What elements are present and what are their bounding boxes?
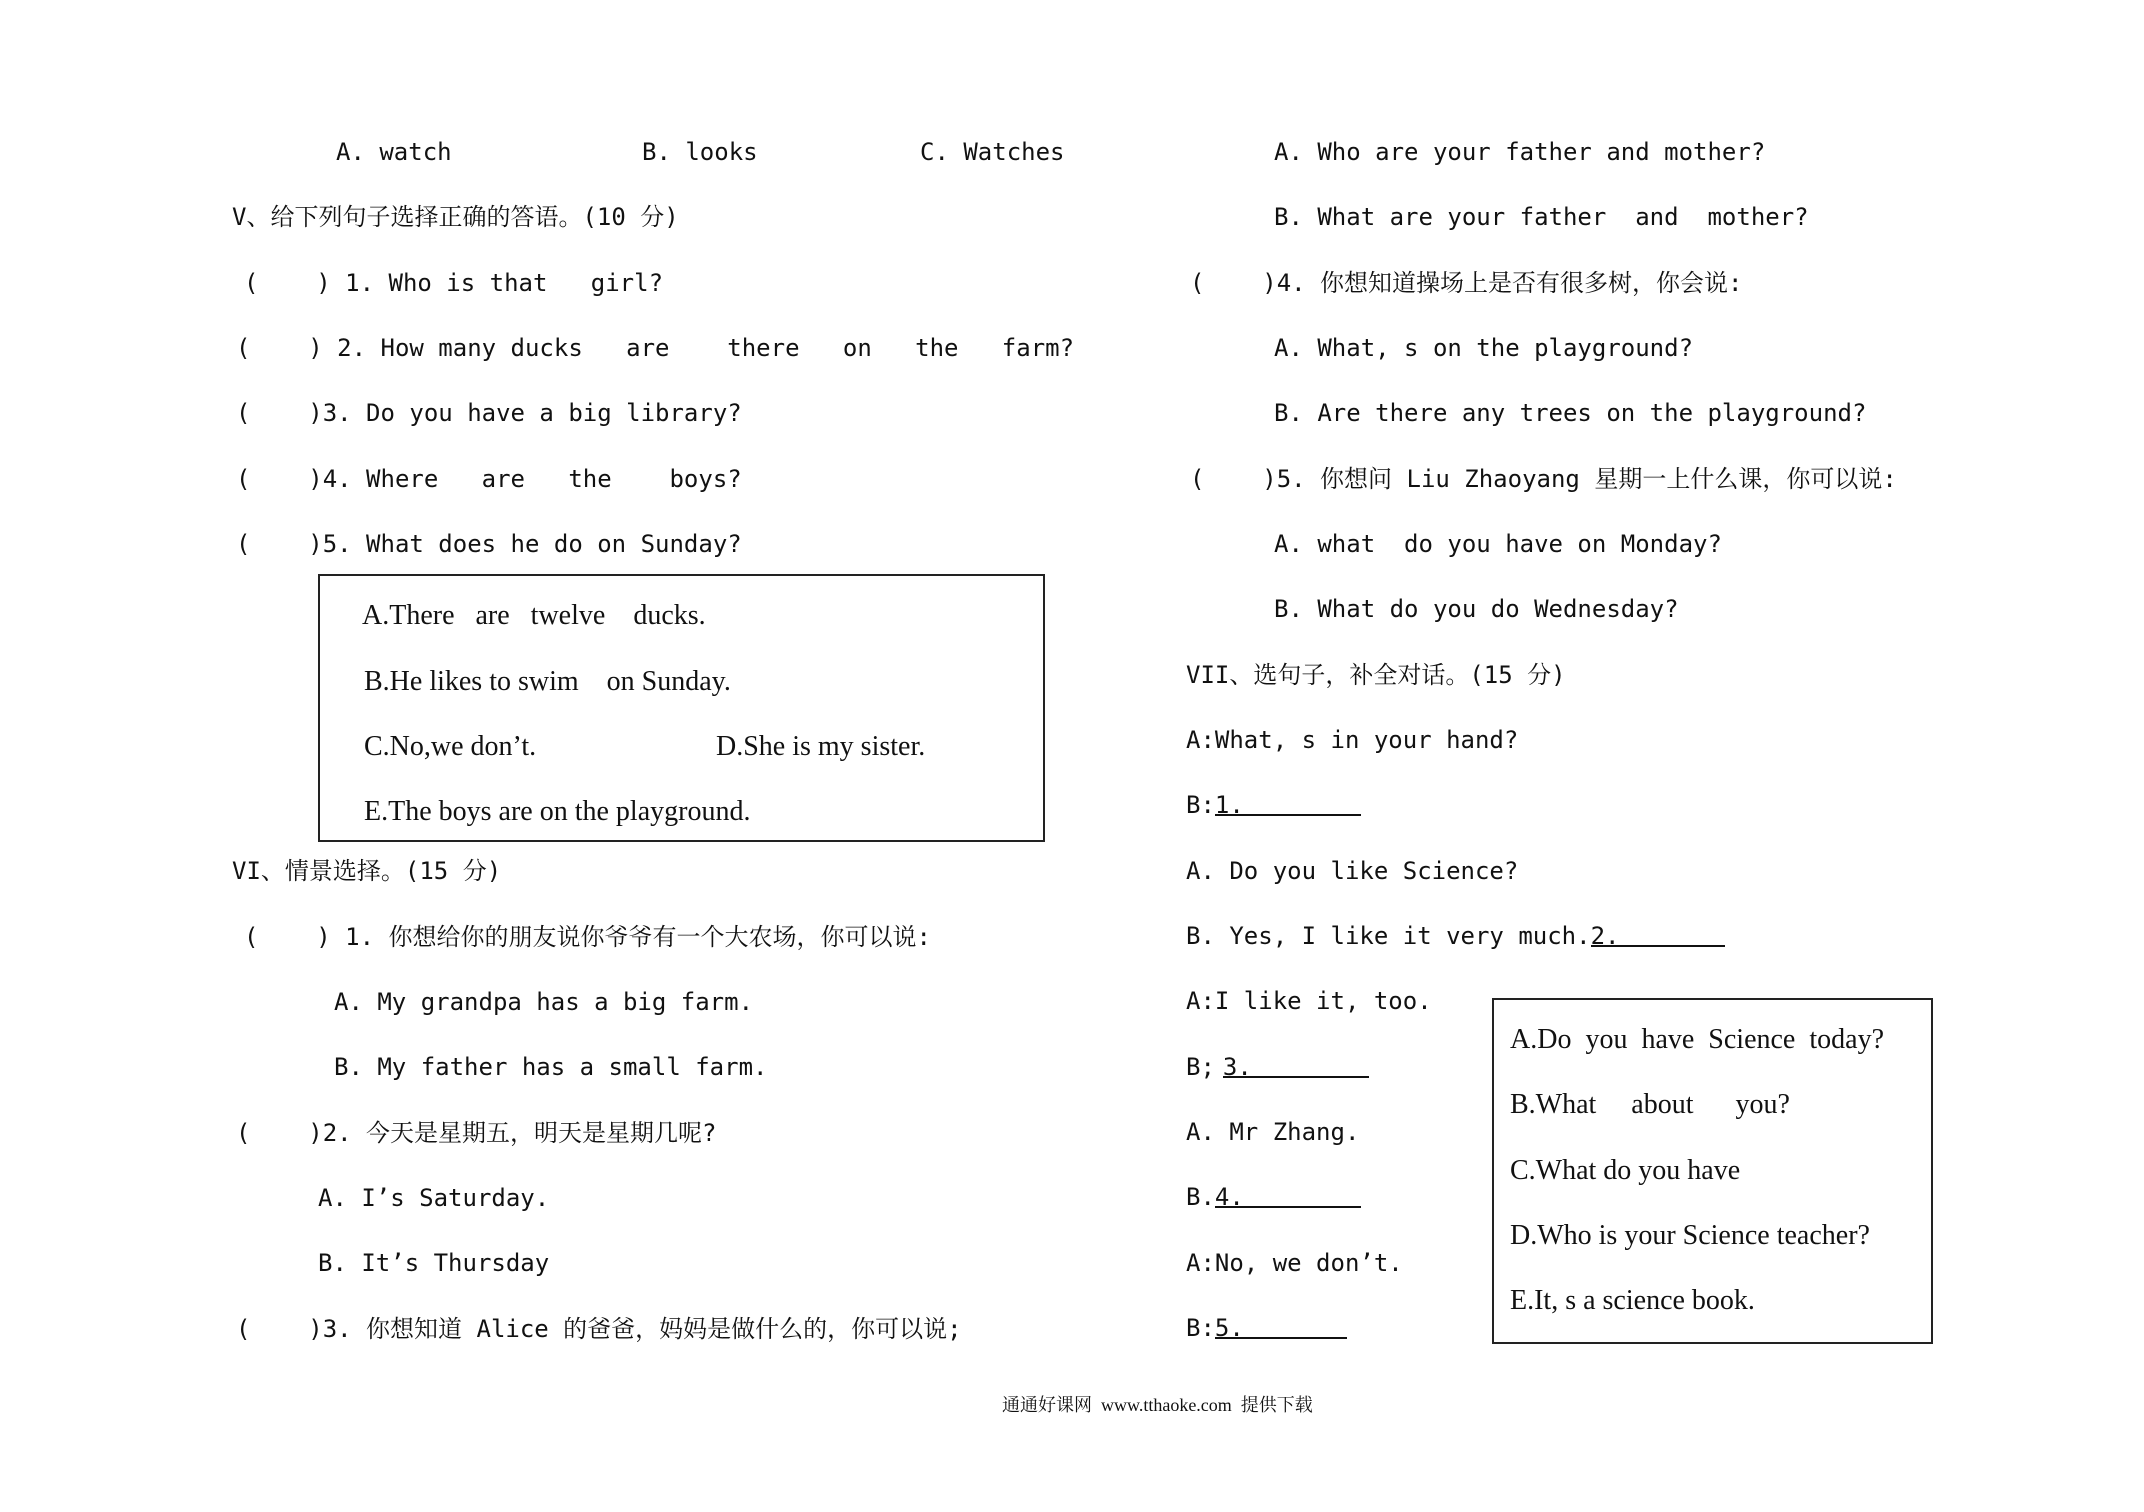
- s6-q3-option-b: B. What are your father and mother?: [1274, 203, 1809, 231]
- dialog-line-2: [1186, 790, 1361, 820]
- answer-blank-5[interactable]: 5.: [1215, 1313, 1347, 1339]
- dialog-line-7: A. Mr Zhang.: [1186, 1118, 1360, 1146]
- s6-question-3: ( )3. 你想知道 Alice 的爸爸，妈妈是做什么的，你可以说;: [236, 1315, 962, 1343]
- s5-question-3: ( )3. Do you have a big library?: [236, 399, 742, 427]
- dialog-line-10: [1186, 1313, 1347, 1343]
- dialog-speaker: B.: [1186, 1183, 1215, 1211]
- s7-answer-a: A.Do you have Science today?: [1510, 1024, 1884, 1055]
- s5-question-1: ( ) 1. Who is that girl?: [244, 269, 664, 297]
- s5-answer-c: C.No,we don’t.: [364, 731, 537, 762]
- dialog-line-4: [1186, 921, 1725, 951]
- s6-question-2: ( )2. 今天是星期五，明天是星期几呢?: [236, 1119, 717, 1147]
- s5-question-5: ( )5. What does he do on Sunday?: [236, 530, 742, 558]
- s6-q4-option-b: B. Are there any trees on the playground?: [1274, 399, 1867, 427]
- dialog-speaker: B:: [1186, 791, 1215, 819]
- dialog-text: B. Yes, I like it very much.: [1186, 922, 1591, 950]
- s6-q1-option-a: A. My grandpa has a big farm.: [334, 988, 754, 1016]
- s6-q3-option-a: A. Who are your father and mother?: [1274, 138, 1766, 166]
- s5-answer-a: A.There are twelve ducks.: [362, 600, 706, 631]
- s7-answer-d: D.Who is your Science teacher?: [1510, 1220, 1870, 1251]
- s6-q5-option-b: B. What do you do Wednesday?: [1274, 595, 1679, 623]
- dialog-speaker: B;: [1186, 1053, 1215, 1081]
- s6-q4-option-a: A. What, s on the playground?: [1274, 334, 1694, 362]
- s6-q5-option-a: A. what do you have on Monday?: [1274, 530, 1722, 558]
- s7-answer-b: B.What about you?: [1510, 1089, 1790, 1120]
- s6-q2-option-b: B. It’s Thursday: [318, 1249, 550, 1277]
- dialog-line-1: A:What, s in your hand?: [1186, 726, 1519, 754]
- dialog-line-5: A:I like it, too.: [1186, 987, 1432, 1015]
- s5-question-2: ( ) 2. How many ducks are there on the farm?: [236, 334, 1075, 362]
- section5-heading: V、给下列句子选择正确的答语。(10 分): [232, 203, 679, 231]
- q4-option-b: B. looks: [642, 138, 758, 166]
- answer-blank-2[interactable]: 2.: [1591, 921, 1725, 947]
- dialog-line-6: [1186, 1052, 1369, 1082]
- s5-question-4: ( )4. Where are the boys?: [236, 465, 742, 493]
- section6-heading: VI、情景选择。(15 分): [232, 857, 502, 885]
- answer-blank-4[interactable]: 4.: [1215, 1182, 1361, 1208]
- q4-option-a: A. watch: [336, 138, 452, 166]
- s5-answer-d: D.She is my sister.: [716, 731, 926, 762]
- answer-blank-1[interactable]: 1.: [1215, 790, 1361, 816]
- dialog-speaker: B:: [1186, 1314, 1215, 1342]
- s6-question-4: ( )4. 你想知道操场上是否有很多树，你会说:: [1190, 269, 1743, 297]
- s7-answer-c: C.What do you have: [1510, 1155, 1741, 1186]
- dialog-line-3: A. Do you like Science?: [1186, 857, 1519, 885]
- s6-question-5: ( )5. 你想问 Liu Zhaoyang 星期一上什么课，你可以说:: [1190, 465, 1897, 493]
- page-footer: 通通好课网 www.tthaoke.com 提供下载: [1002, 1395, 1313, 1415]
- s6-q2-option-a: A. I’s Saturday.: [318, 1184, 550, 1212]
- s5-answer-b: B.He likes to swim on Sunday.: [364, 666, 731, 697]
- s6-q1-option-b: B. My father has a small farm.: [334, 1053, 768, 1081]
- q4-option-c: C. Watches: [920, 138, 1065, 166]
- section7-heading: VII、选句子，补全对话。(15 分): [1186, 661, 1566, 689]
- s7-answer-e: E.It, s a science book.: [1510, 1285, 1755, 1316]
- answer-blank-3[interactable]: 3.: [1223, 1052, 1369, 1078]
- dialog-line-8: [1186, 1182, 1361, 1212]
- dialog-line-9: A:No, we don’t.: [1186, 1249, 1403, 1277]
- s6-question-1: ( ) 1. 你想给你的朋友说你爷爷有一个大农场，你可以说:: [244, 923, 931, 951]
- s5-answer-e: E.The boys are on the playground.: [364, 796, 751, 827]
